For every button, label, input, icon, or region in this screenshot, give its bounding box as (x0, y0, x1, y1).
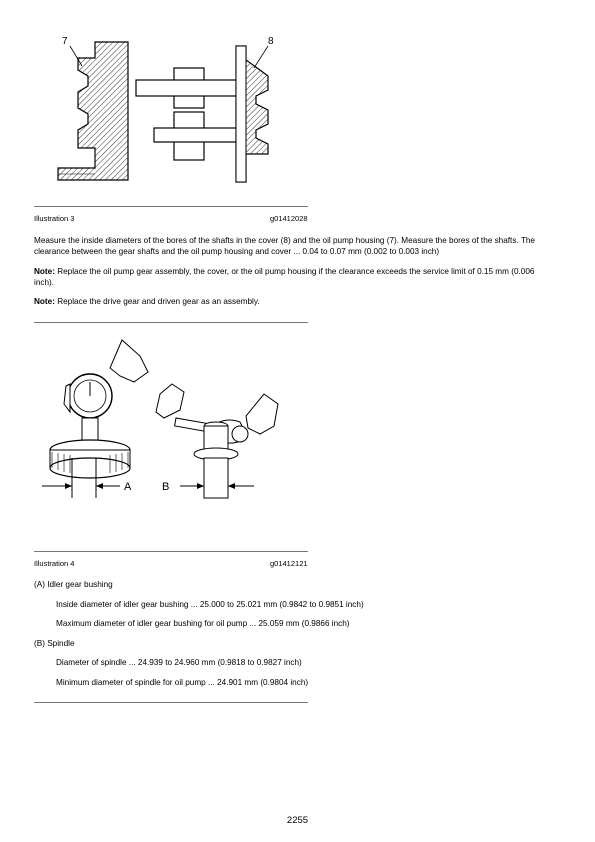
note-2 (34, 296, 556, 307)
note-1-label: Note: (34, 267, 55, 276)
label-a: A (124, 481, 132, 493)
spec-a-item-1: Inside diameter of idler gear bushing ... 25.000 to 25.021 mm (0.9842 to 0.9851 inch) (56, 600, 364, 609)
divider (34, 702, 308, 703)
spec-a-heading: (A) Idler gear bushing (34, 580, 113, 589)
spec-b-item-2: Minimum diameter of spindle for oil pump ... 24.901 mm (0.9804 inch) (56, 678, 309, 687)
divider (34, 206, 308, 207)
spec-b-heading: (B) Spindle (34, 639, 75, 648)
divider (34, 551, 308, 552)
note-1 (34, 266, 556, 288)
illustration-4-figure (34, 332, 294, 502)
note-2-label: Note: (34, 297, 55, 306)
note-2-text: Replace the drive gear and driven gear as an assembly. (54, 297, 260, 306)
illustration-3-code: g01412028 (270, 214, 308, 223)
label-b: B (162, 481, 170, 493)
measure-paragraph: Measure the inside diameters of the bores of the shafts in the cover (8) and the oil pump housing (7). Measure the bores of the shafts. The clearance between the gear shafts and the oil pump housing and cover ... 0.04 to 0.07 mm (0.002 to 0.003 inch) (34, 236, 535, 256)
illustration-4-code: g01412121 (270, 559, 308, 568)
callout-8: 8 (268, 36, 274, 47)
callout-7: 7 (62, 36, 68, 47)
page-number: 2255 (286, 815, 309, 826)
divider (34, 322, 308, 323)
spec-a-item-2: Maximum diameter of idler gear bushing for oil pump ... 25.059 mm (0.9866 inch) (56, 619, 350, 628)
illustration-3-figure (40, 30, 290, 190)
illustration-4-caption: Illustration 4 (34, 559, 75, 568)
illustration-3-caption: Illustration 3 (34, 214, 75, 223)
spec-b-item-1: Diameter of spindle ... 24.939 to 24.960 mm (0.9818 to 0.9827 inch) (56, 658, 302, 667)
note-1-text: Replace the oil pump gear assembly, the cover, or the oil pump housing if the clearance exceeds the service limit of 0.15 mm (0.006 inch). (34, 267, 535, 287)
